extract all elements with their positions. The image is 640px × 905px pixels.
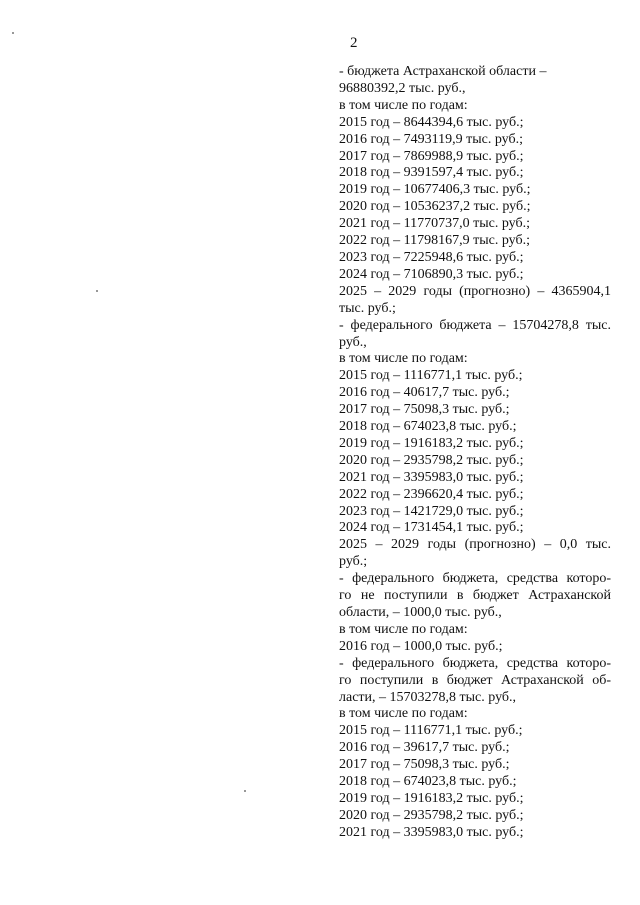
- scan-speck: [244, 790, 246, 792]
- text-line: 2019 год – 10677406,3 тыс. руб.;: [339, 182, 531, 198]
- text-line: 2025 – 2029 годы (прогнозно) – 0,0 тыс.: [339, 537, 611, 553]
- text-line: 2018 год – 9391597,4 тыс. руб.;: [339, 165, 524, 181]
- text-line: 2015 год – 1116771,1 тыс. руб.;: [339, 368, 523, 384]
- text-line: 2015 год – 8644394,6 тыс. руб.;: [339, 114, 524, 130]
- text-line: 2023 год – 1421729,0 тыс. руб.;: [339, 503, 524, 519]
- text-line: 2021 год – 3395983,0 тыс. руб.;: [339, 469, 524, 485]
- text-line: 2023 год – 7225948,6 тыс. руб.;: [339, 249, 524, 265]
- text-line: 2024 год – 1731454,1 тыс. руб.;: [339, 520, 524, 536]
- page-number: 2: [350, 35, 358, 51]
- text-line: области, – 1000,0 тыс. руб.,: [339, 605, 502, 620]
- text-line: в том числе по годам:: [339, 621, 468, 637]
- text-line: в том числе по годам:: [339, 351, 468, 367]
- text-line: ласти, – 15703278,8 тыс. руб.,: [339, 689, 517, 705]
- text-line: 2016 год – 7493119,9 тыс. руб.;: [339, 131, 523, 147]
- text-line: 2018 год – 674023,8 тыс. руб.;: [339, 774, 517, 790]
- text-line: руб.;: [339, 554, 368, 570]
- text-line: 2016 год – 40617,7 тыс. руб.;: [339, 385, 510, 401]
- text-line: 2017 год – 75098,3 тыс. руб.;: [339, 757, 510, 773]
- text-line: 2019 год – 1916183,2 тыс. руб.;: [339, 435, 524, 451]
- text-line: 2016 год – 39617,7 тыс. руб.;: [339, 740, 510, 756]
- text-line: - федерального бюджета – 15704278,8 тыс.: [339, 317, 611, 333]
- text-line: тыс. руб.;: [339, 300, 396, 316]
- text-line: 2018 год – 674023,8 тыс. руб.;: [339, 419, 517, 435]
- text-line: в том числе по годам:: [339, 706, 468, 722]
- text-line: в том числе по годам:: [339, 97, 468, 113]
- text-line: 2020 год – 10536237,2 тыс. руб.;: [339, 199, 531, 215]
- text-line: 2015 год – 1116771,1 тыс. руб.;: [339, 723, 523, 739]
- scan-speck: [96, 290, 98, 292]
- text-line: 2016 год – 1000,0 тыс. руб.;: [339, 638, 503, 654]
- text-line: 2022 год – 2396620,4 тыс. руб.;: [339, 486, 524, 502]
- text-line: 2020 год – 2935798,2 тыс. руб.;: [339, 452, 524, 468]
- text-line: - бюджета Астраханской области –: [339, 64, 547, 79]
- text-line: руб.,: [339, 334, 367, 350]
- scan-speck: [12, 32, 14, 34]
- text-line: - федерального бюджета, средства которо-: [339, 571, 611, 587]
- text-line: 2021 год – 3395983,0 тыс. руб.;: [339, 824, 524, 840]
- text-line: го поступили в бюджет Астраханской об-: [339, 672, 611, 688]
- text-line: 2022 год – 11798167,9 тыс. руб.;: [339, 233, 530, 249]
- text-line: 2021 год – 11770737,0 тыс. руб.;: [339, 216, 530, 232]
- text-line: - федерального бюджета, средства которо-: [339, 655, 611, 671]
- text-line: 2024 год – 7106890,3 тыс. руб.;: [339, 266, 524, 282]
- document-body: [339, 64, 611, 842]
- text-line: 2025 – 2029 годы (прогнозно) – 4365904,1: [339, 283, 611, 299]
- text-line: 2017 год – 75098,3 тыс. руб.;: [339, 402, 510, 418]
- text-line: го не поступили в бюджет Астраханской: [339, 588, 611, 604]
- text-line: 96880392,2 тыс. руб.,: [339, 80, 466, 96]
- text-line: 2020 год – 2935798,2 тыс. руб.;: [339, 807, 524, 823]
- text-line: 2019 год – 1916183,2 тыс. руб.;: [339, 790, 524, 806]
- text-line: 2017 год – 7869988,9 тыс. руб.;: [339, 148, 524, 164]
